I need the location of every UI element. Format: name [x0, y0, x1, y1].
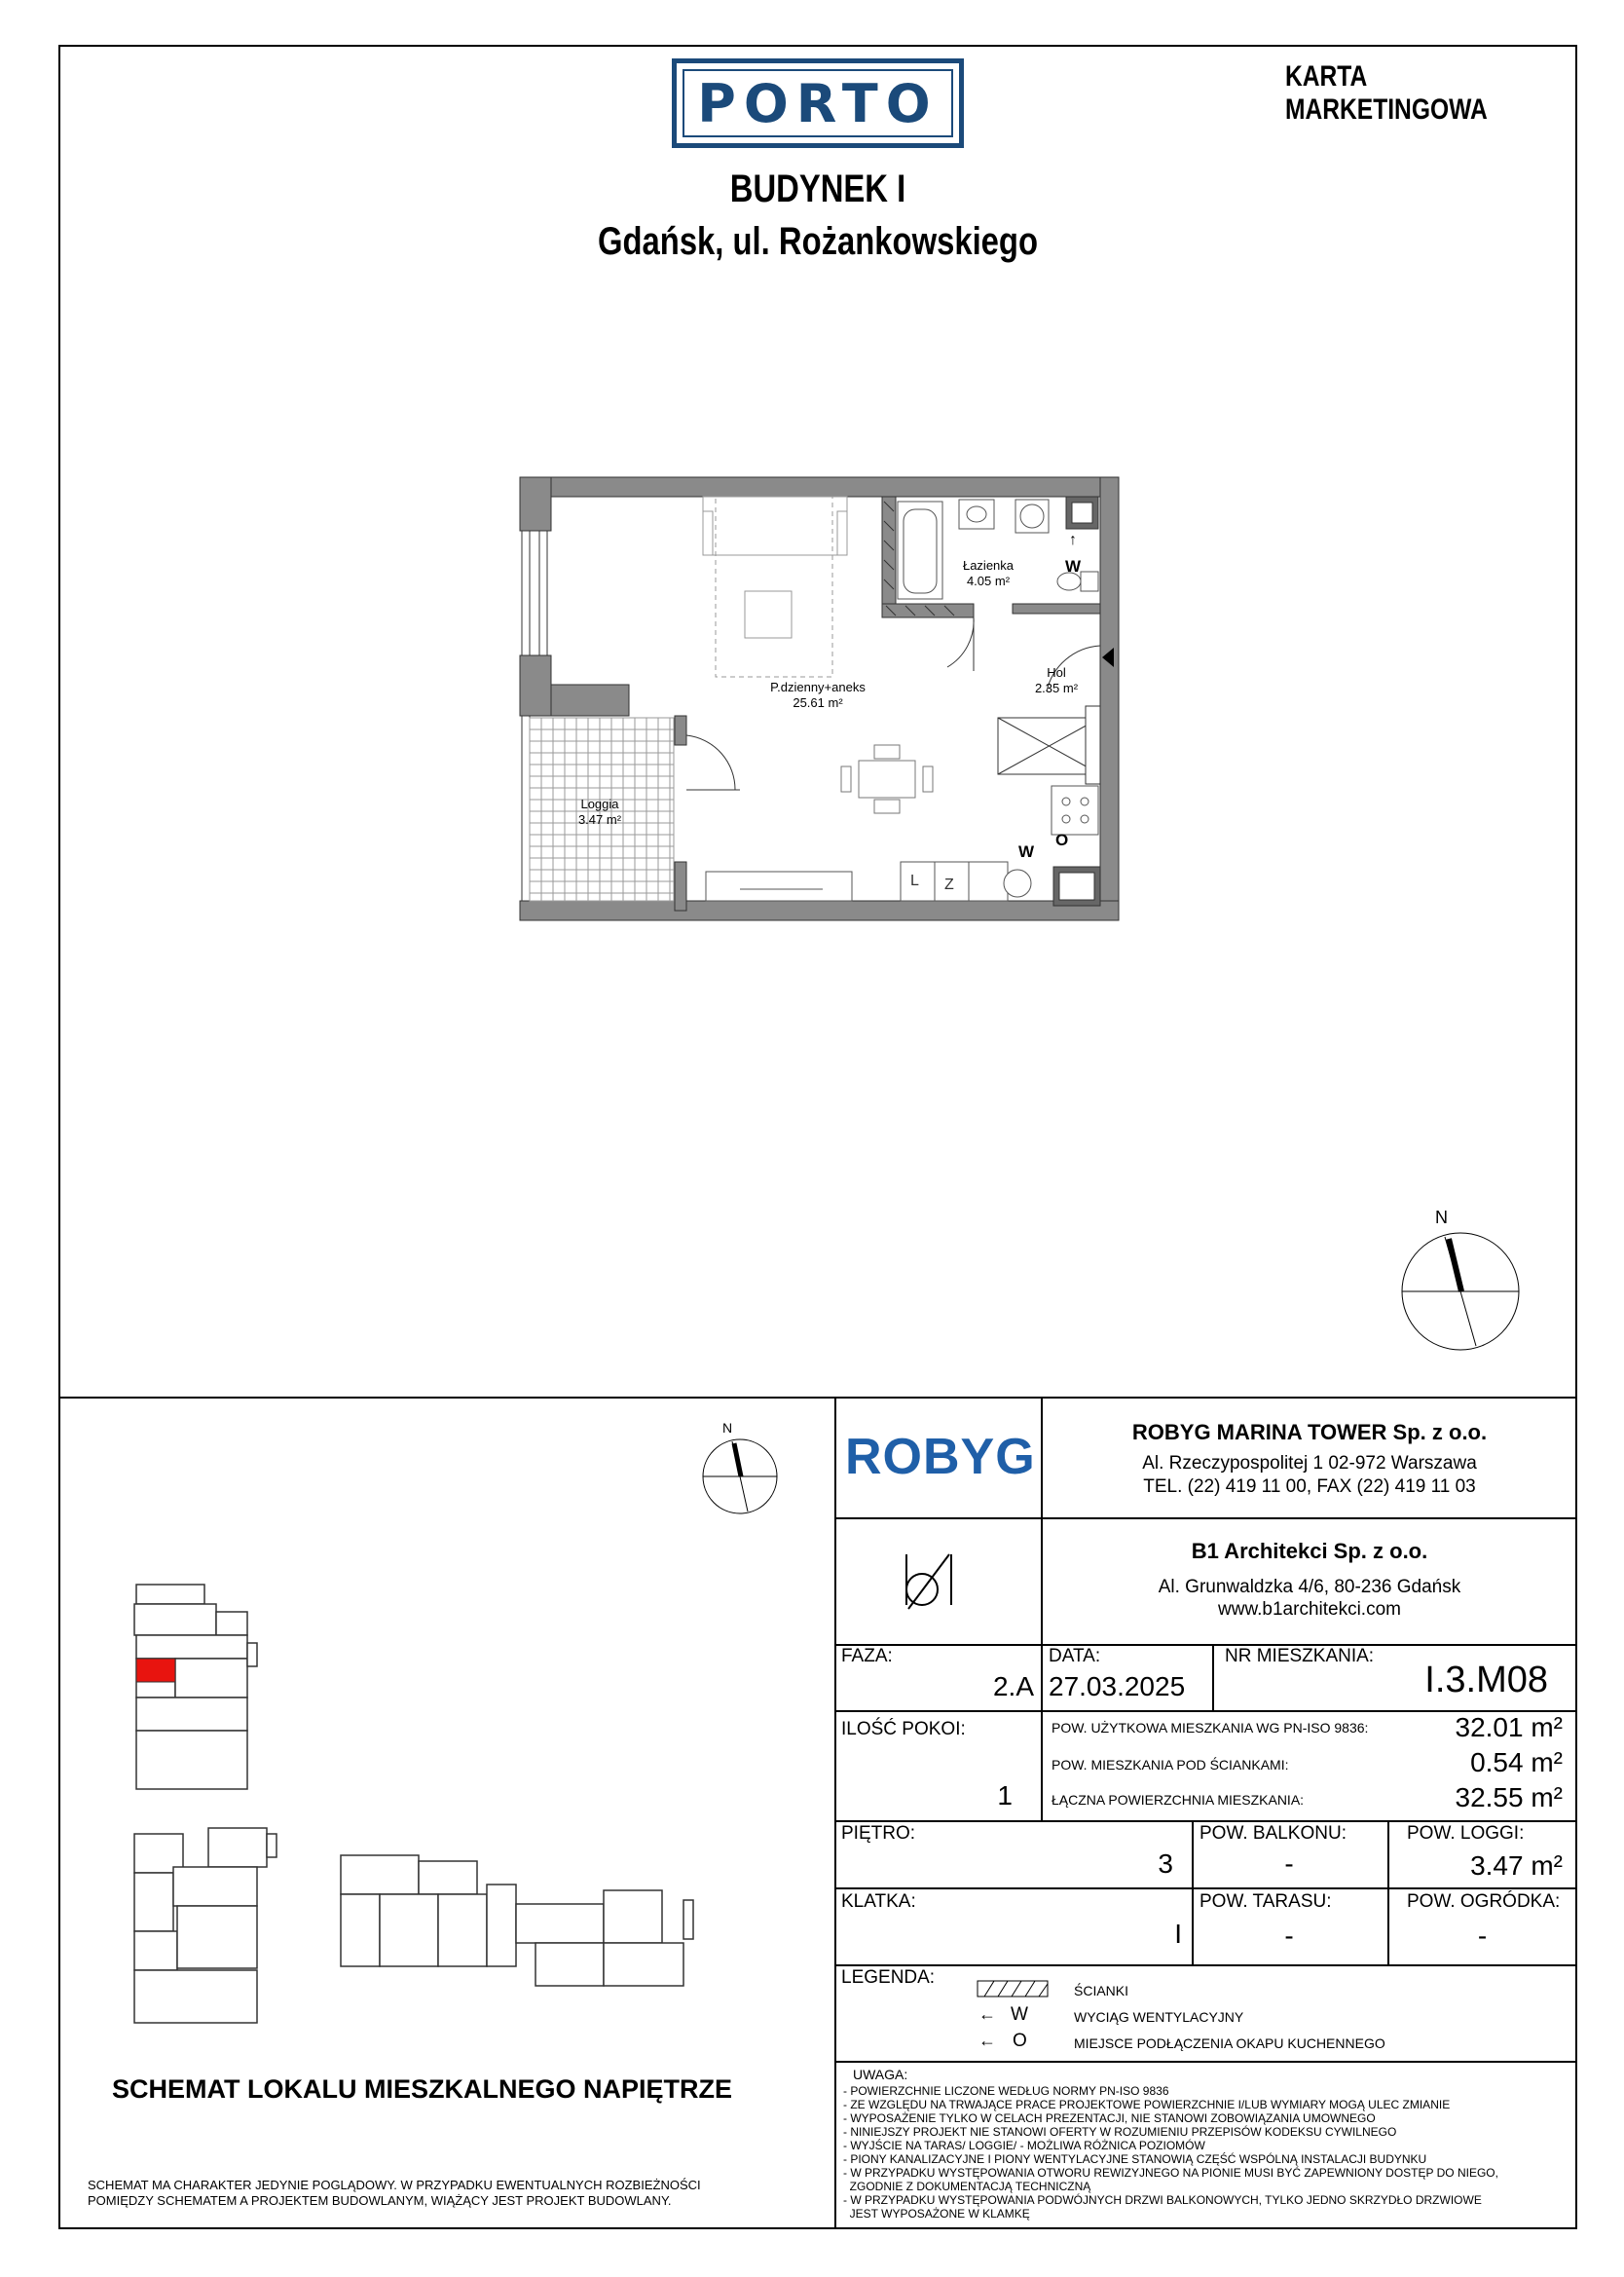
legend-walls-text: ŚCIANKI	[1074, 1983, 1129, 1998]
arrow-left-icon: ←	[978, 2031, 996, 2050]
data-divider	[1212, 1644, 1214, 1710]
room-bathroom-name: Łazienka	[962, 558, 1015, 573]
legend-hood-text: MIEJSCE PODŁĄCZENIA OKAPU KUCHENNEGO	[1074, 2035, 1385, 2051]
notes-list	[843, 2084, 1498, 2221]
taras-value: -	[1284, 1921, 1294, 1951]
room-living-name: P.dzienny+aneks	[770, 680, 866, 694]
architect-name: B1 Architekci Sp. z o.o.	[1191, 1539, 1428, 1563]
row3-divider	[834, 1887, 1577, 1889]
schema-compass-north-label: N	[722, 1420, 733, 1436]
room-living-area: 25.61 m²	[793, 695, 843, 710]
card-type: KARTA MARKETINGOWA	[1285, 60, 1488, 126]
schema-compass-icon	[699, 1436, 781, 1517]
hood-marker: O	[1055, 831, 1069, 849]
taras-label: POW. TARASU:	[1200, 1891, 1332, 1912]
pokoi-value: 1	[997, 1780, 1013, 1810]
note-line: - NINIEJSZY PROJEKT NIE STANOWI OFERTY W ROZUMIENIU PRZEPISÓW KODEKSU CYWILNEGO	[843, 2125, 1397, 2139]
loggia-value: 3.47 m²	[1470, 1850, 1563, 1881]
room-hall-label	[1022, 665, 1090, 696]
b1-logo-icon	[901, 1550, 969, 1611]
porto-logo	[672, 58, 964, 148]
building-name: BUDYNEK I	[729, 168, 906, 210]
note-line: JEST WYPOSAŻONE W KLAMKĘ	[843, 2207, 1030, 2221]
legend-vent-text: WYCIĄG WENTYLACYJNY	[1074, 2009, 1244, 2025]
robyg-logo: ROBYG	[845, 1429, 1036, 1485]
schema-title: SCHEMAT LOKALU MIESZKALNEGO NAPIĘTRZE	[112, 2074, 732, 2104]
faza-divider	[1041, 1644, 1043, 1710]
ogrodek-label: POW. OGRÓDKA:	[1407, 1891, 1561, 1912]
schema-note-1: SCHEMAT MA CHARAKTER JEDYNIE POGLĄDOWY. W PRZYPADKU EWENTUALNYCH ROZBIEŻNOŚCI	[88, 2178, 701, 2192]
data-value: 27.03.2025	[1049, 1671, 1186, 1701]
pow-laczna-value: 32.55 m²	[1455, 1782, 1563, 1812]
note-line: - POWIERZCHNIE LICZONE WEDŁUG NORMY PN-ISO 9836	[843, 2084, 1169, 2098]
svg-text:L: L	[910, 873, 919, 889]
pow-uzytkowa-label: POW. UŻYTKOWA MIESZKANIA WG PN-ISO 9836:	[1052, 1720, 1369, 1736]
pokoi-divider	[1041, 1710, 1043, 1820]
room-hall-name: Hol	[1047, 665, 1066, 680]
svg-text:Z: Z	[944, 877, 954, 893]
legend-vent-symbol: W	[1011, 2004, 1028, 2025]
legend-divider	[834, 2061, 1577, 2063]
architect-address: Al. Grunwaldzka 4/6, 80-236 Gdańsk	[1158, 1577, 1461, 1597]
architect-website: www.b1architekci.com	[1218, 1599, 1401, 1620]
pow-laczna-label: ŁĄCZNA POWIERZCHNIA MIESZKANIA:	[1052, 1792, 1305, 1808]
room-hall-area: 2.35 m²	[1034, 681, 1079, 695]
vent-marker-kitchen: W	[1018, 842, 1035, 861]
arrow-up-icon: ↑	[1069, 532, 1077, 548]
pietro-label: PIĘTRO:	[841, 1823, 916, 1844]
pow-scianki-value: 0.54 m²	[1470, 1747, 1563, 1777]
developer-name: ROBYG MARINA TOWER Sp. z o.o.	[1131, 1420, 1488, 1444]
nr-label: NR MIESZKANIA:	[1225, 1646, 1375, 1666]
row2-divider	[834, 1820, 1577, 1822]
nr-value: I.3.M08	[1424, 1660, 1548, 1700]
building-schema	[125, 1573, 728, 2031]
pow-scianki-label: POW. MIESZKANIA POD ŚCIANKAMI:	[1052, 1757, 1289, 1773]
compass-icon	[1398, 1229, 1523, 1354]
legend-hood-symbol: O	[1013, 2031, 1027, 2051]
klatka-label: KLATKA:	[841, 1891, 916, 1912]
hatch-legend-icon	[977, 1980, 1049, 1997]
address-text: Gdańsk, ul. Rożankowskiego	[597, 220, 1038, 263]
note-line: - W PRZYPADKU WYSTĘPOWANIA PODWÓJNYCH DRZWI BALKONOWYCH, TYLKO JEDNO SKRZYDŁO DRZWIOWE	[843, 2193, 1482, 2207]
room-loggia-label	[551, 797, 648, 828]
notes-title: UWAGA:	[853, 2067, 908, 2082]
vent-marker-bathroom: W	[1065, 557, 1082, 576]
loggia-label: POW. LOGGI:	[1407, 1823, 1525, 1844]
row4-divider	[834, 1964, 1577, 1966]
address-title	[428, 220, 1207, 264]
legend-label: LEGENDA:	[841, 1967, 936, 1988]
note-line: - PIONY KANALIZACYJNE I PIONY WENTYLACYJNE STANOWIĄ CZĘŚĆ WSPÓLNĄ INSTALACJI BUDYNKU	[843, 2152, 1427, 2166]
faza-label: FAZA:	[841, 1646, 893, 1666]
developer-address: Al. Rzeczypospolitej 1 02-972 Warszawa	[1142, 1453, 1477, 1474]
note-line: - W PRZYPADKU WYSTĘPOWANIA OTWORU REWIZYJNEGO NA PIONIE MUSI BYĆ ZAPEWNIONY DOSTĘP DO NIEGO,	[843, 2166, 1498, 2180]
schema-note-2: POMIĘDZY SCHEMATEM A PROJEKTEM BUDOWLANYM, WIĄŻĄCY JEST PROJEKT BUDOWLANY.	[88, 2193, 672, 2208]
architect-divider	[834, 1644, 1577, 1646]
room-living-label	[740, 680, 896, 711]
porto-logo-text: PORTO	[697, 73, 939, 134]
pokoi-label: ILOŚĆ POKOI:	[841, 1719, 966, 1739]
developer-divider	[834, 1517, 1577, 1519]
arrow-left-icon: ←	[978, 2004, 996, 2024]
note-line: - WYPOSAŻENIE TYLKO W CELACH PREZENTACJI, NIE STANOWI ZOBOWIĄZANIA UMOWNEGO	[843, 2111, 1376, 2125]
section-divider	[58, 1397, 1577, 1399]
note-line: - WYJŚCIE NA TARAS/ LOGGIE/ - MOŻLIWA RÓŻNICA POZIOMÓW	[843, 2139, 1205, 2152]
room-bathroom-area: 4.05 m²	[966, 574, 1011, 588]
room-loggia-name: Loggia	[580, 797, 619, 811]
data-label: DATA:	[1049, 1646, 1101, 1666]
faza-value: 2.A	[992, 1671, 1034, 1701]
balkon-value: -	[1284, 1848, 1294, 1879]
klatka-value: I	[1174, 1919, 1182, 1949]
compass-north-label: N	[1435, 1208, 1448, 1227]
developer-contact: TEL. (22) 419 11 00, FAX (22) 419 11 03	[1143, 1476, 1476, 1497]
pietro-value: 3	[1158, 1848, 1173, 1879]
pow-uzytkowa-value: 32.01 m²	[1455, 1712, 1563, 1742]
building-title	[526, 168, 1110, 211]
room-bathroom-label	[940, 558, 1037, 589]
note-line: ZGODNIE Z DOKUMENTACJĄ TECHNICZNĄ	[843, 2180, 1091, 2193]
note-line: - ZE WZGLĘDU NA TRWAJĄCE PRACE PROJEKTOWE POWIERZCHNIE I/LUB WYMIARY MOGĄ ULEC ZMIANIE	[843, 2098, 1451, 2111]
balkon-label: POW. BALKONU:	[1200, 1823, 1347, 1844]
ogrodek-value: -	[1477, 1921, 1488, 1951]
room-loggia-area: 3.47 m²	[577, 812, 622, 827]
column-divider	[834, 1397, 836, 2229]
